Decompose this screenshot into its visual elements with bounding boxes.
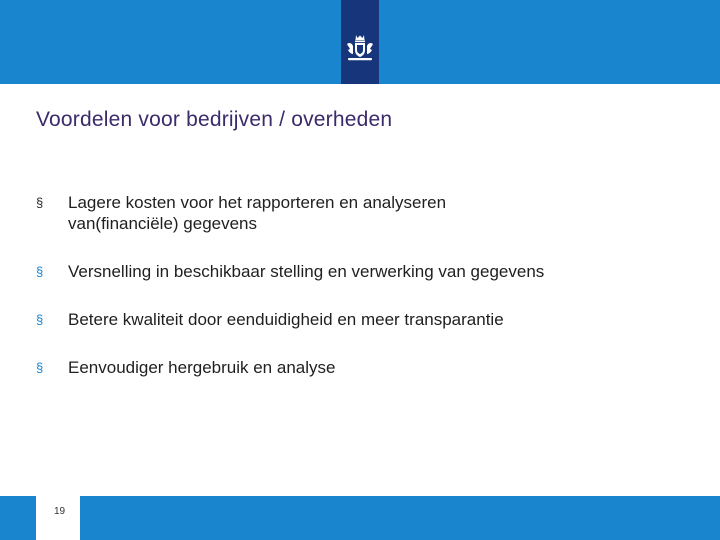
bullet-icon: § [36, 195, 44, 210]
header-band [0, 0, 720, 84]
logo-ribbon [341, 0, 379, 84]
bullet-text-line: Versnelling in beschikbaar stelling en verwerking van gegevens [68, 262, 545, 281]
footer-band [0, 496, 720, 540]
bullet-icon: § [36, 312, 44, 327]
list-item [36, 357, 676, 378]
bullet-list [36, 192, 676, 405]
page-number: 19 [54, 506, 66, 517]
bullet-icon: § [36, 264, 44, 279]
bullet-text-line: van(financiële) gegevens [68, 214, 258, 233]
bullet-text-line: Betere kwaliteit door eenduidigheid en meer transparantie [68, 310, 504, 329]
list-item [36, 192, 676, 234]
slide-title: Voordelen voor bedrijven / overheden [36, 108, 393, 131]
bullet-text-line: Eenvoudiger hergebruik en analyse [68, 358, 336, 377]
bullet-icon: § [36, 360, 44, 375]
royal-coat-of-arms-icon [344, 32, 376, 64]
page-number-box [36, 496, 80, 540]
bullet-text-line: Lagere kosten voor het rapporteren en analyseren [68, 193, 447, 212]
list-item [36, 261, 676, 282]
list-item [36, 309, 676, 330]
